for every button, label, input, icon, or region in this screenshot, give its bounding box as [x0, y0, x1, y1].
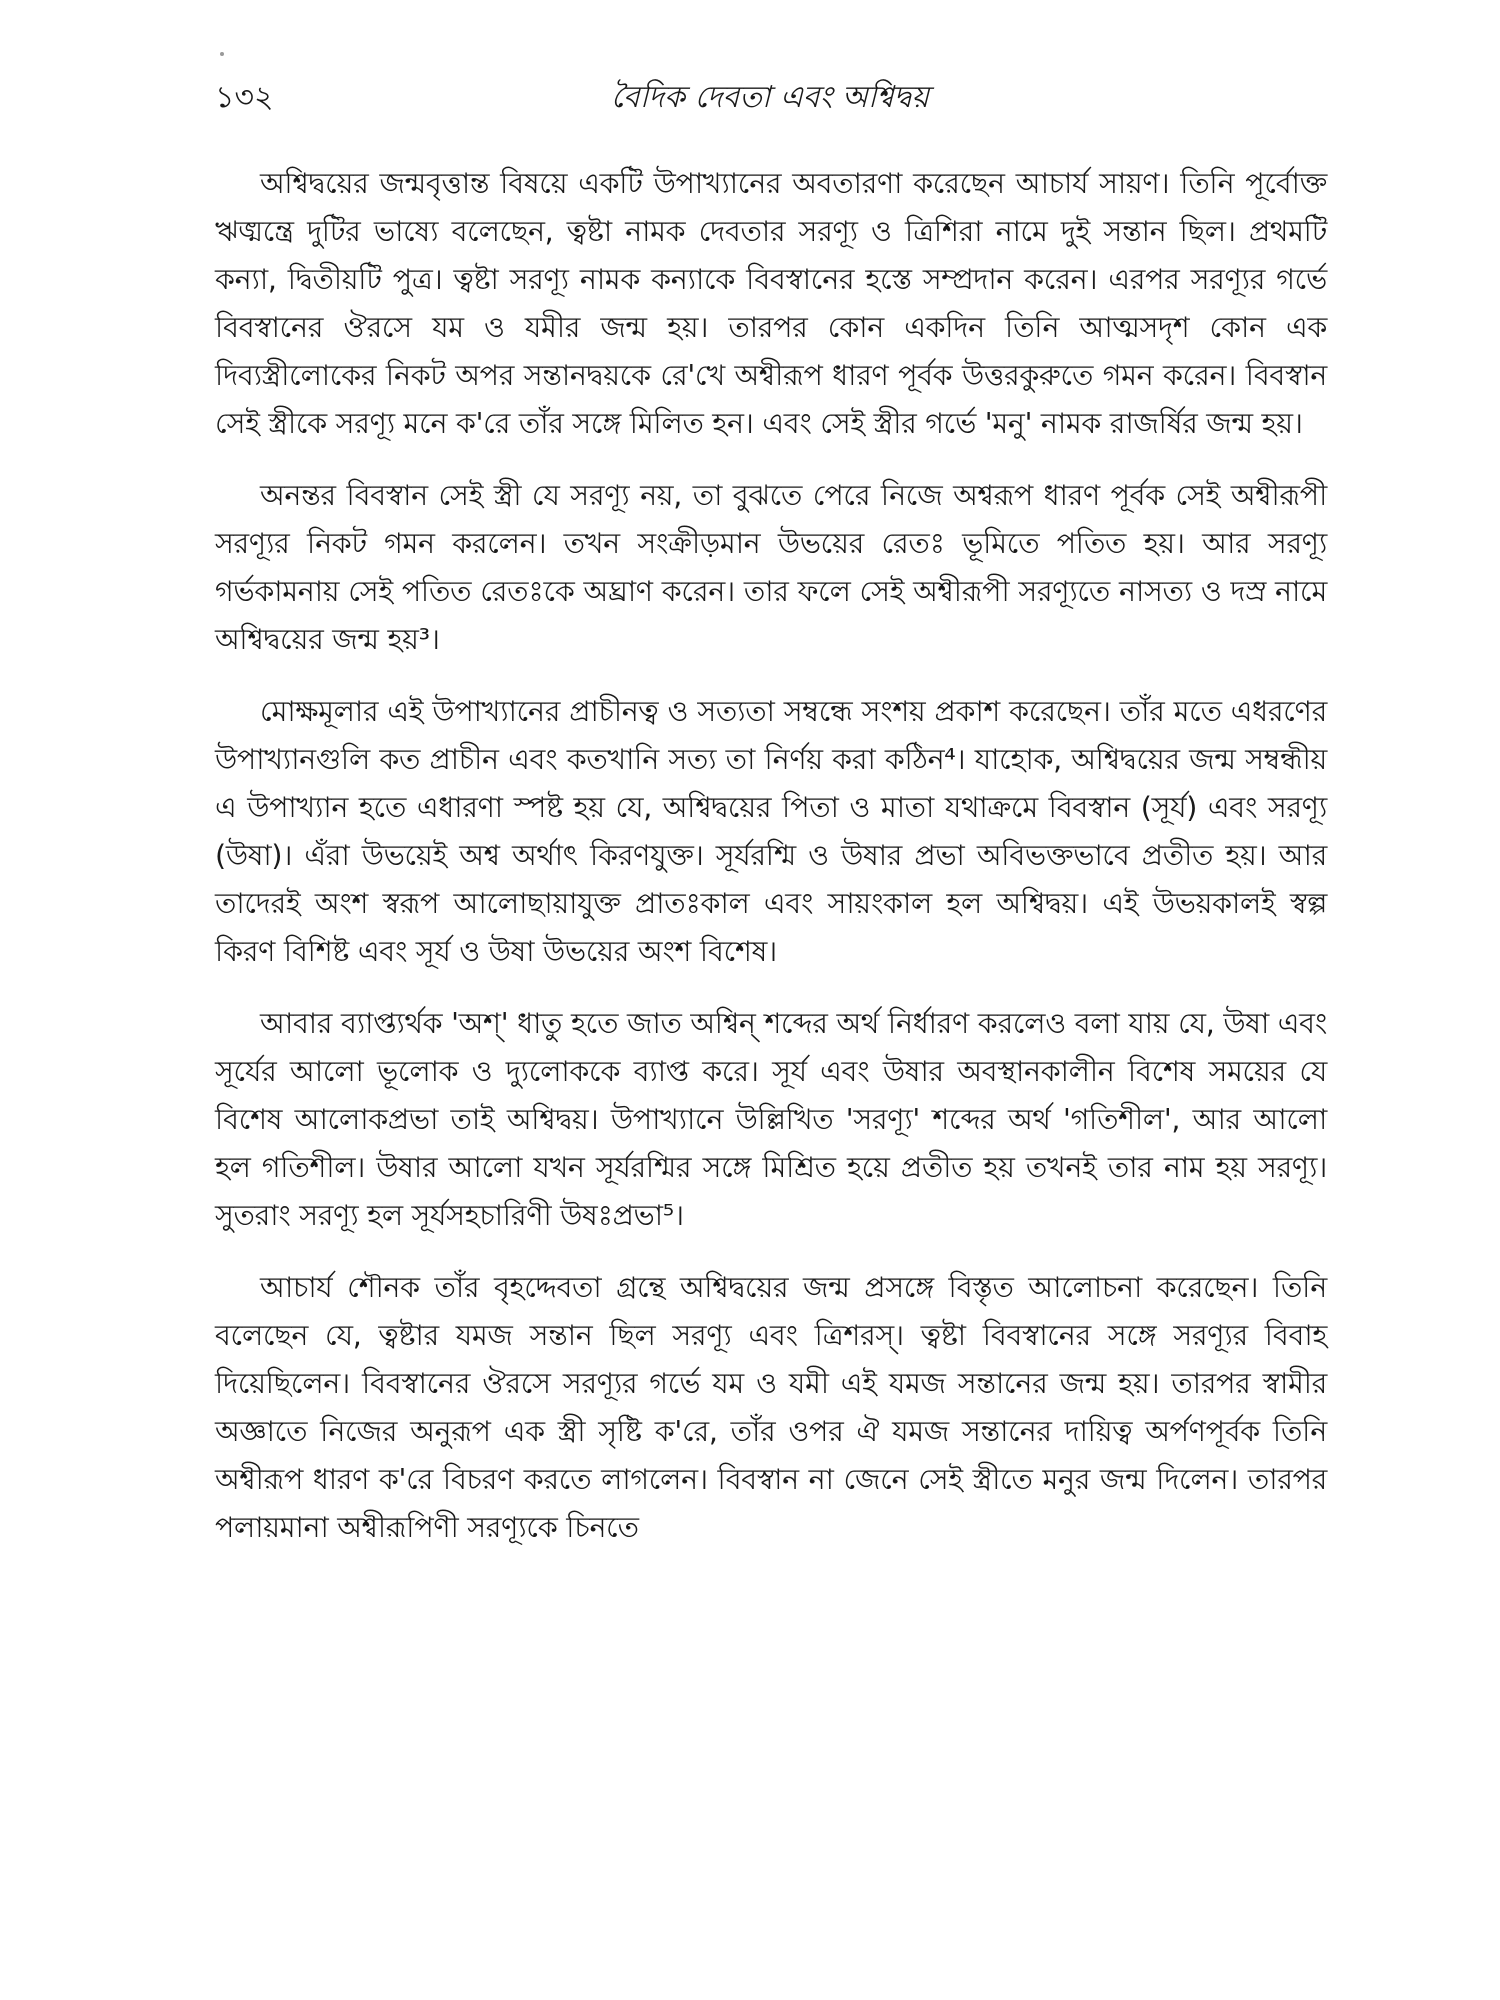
page-number: ১৩২: [215, 80, 274, 115]
scan-speck: [220, 52, 224, 56]
paragraph: আচার্য শৌনক তাঁর বৃহদ্দেবতা গ্রন্থে অশ্বিদ্বয়ের জন্ম প্রসঙ্গে বিস্তৃত আলোচনা করেছেন। তিনি বলেছেন যে, ত্বষ্টার যমজ সন্তান ছিল সরণ্যূ এবং ত্রিশরস্। ত্বষ্টা বিবস্বানের সঙ্গে সরণ্যূর বিবাহ দিয়েছিলেন। বিবস্বানের ঔরসে সরণ্যূর গর্ভে যম ও যমী এই যমজ সন্তানের জন্ম হয়। তারপর স্বামীর অজ্ঞাতে নিজের অনুরূপ এক স্ত্রী সৃষ্টি ক'রে, তাঁর ওপর ঐ যমজ সন্তানের দায়িত্ব অর্পণপূর্বক তিনি অশ্বীরূপ ধারণ ক'রে বিচরণ করতে লাগলেন। বিবস্বান না জেনে সেই স্ত্রীতে মনুর জন্ম দিলেন। তারপর পলায়মানা অশ্বীরূপিণী সরণ্যূকে চিনতে: [215, 1271, 1327, 1544]
paragraph: অশ্বিদ্বয়ের জন্মবৃত্তান্ত বিষয়ে একটি উপাখ্যানের অবতারণা করেছেন আচার্য সায়ণ। তিনি পূর্বোক্ত ঋঙ্মন্ত্রে দুটির ভাষ্যে বলেছেন, ত্বষ্টা নামক দেবতার সরণ্যূ ও ত্রিশিরা নামে দুই সন্তান ছিল। প্রথমটি কন্যা, দ্বিতীয়টি পুত্র। ত্বষ্টা সরণ্যূ নামক কন্যাকে বিবস্বানের হস্তে সম্প্রদান করেন। এরপর সরণ্যূর গর্ভে বিবস্বানের ঔরসে যম ও যমীর জন্ম হয়। তারপর কোন একদিন তিনি আত্মসদৃশ কোন এক দিব্যস্ত্রীলোকের নিকট অপর সন্তানদ্বয়কে রে'খে অশ্বীরূপ ধারণ পূর্বক উত্তরকুরুতে গমন করেন। বিবস্বান সেই স্ত্রীকে সরণ্যূ মনে ক'রে তাঁর সঙ্গে মিলিত হন। এবং সেই স্ত্রীর গর্ভে 'মনু' নামক রাজর্ষির জন্ম হয়।: [215, 167, 1327, 440]
body-text: [215, 160, 1327, 1576]
page-header: [215, 72, 1325, 122]
paragraph: মোক্ষমূলার এই উপাখ্যানের প্রাচীনত্ব ও সত্যতা সম্বন্ধে সংশয় প্রকাশ করেছেন। তাঁর মতে এধরণের উপাখ্যানগুলি কত প্রাচীন এবং কতখানি সত্য তা নির্ণয় করা কঠিন⁴। যাহোক, অশ্বিদ্বয়ের জন্ম সম্বন্ধীয় এ উপাখ্যান হতে এধারণা স্পষ্ট হয় যে, অশ্বিদ্বয়ের পিতা ও মাতা যথাক্রমে বিবস্বান (সূর্য) এবং সরণ্যূ (উষা)। এঁরা উভয়েই অশ্ব অর্থাৎ কিরণযুক্ত। সূর্যরশ্মি ও উষার প্রভা অবিভক্তভাবে প্রতীত হয়। আর তাদেরই অংশ স্বরূপ আলোছায়াযুক্ত প্রাতঃকাল এবং সায়ংকাল হল অশ্বিদ্বয়। এই উভয়কালই স্বল্প কিরণ বিশিষ্ট এবং সূর্য ও উষা উভয়ের অংশ বিশেষ।: [215, 695, 1327, 968]
running-title: বৈদিক দেবতা এবং অশ্বিদ্বয়: [610, 80, 930, 115]
paragraph: অনন্তর বিবস্বান সেই স্ত্রী যে সরণ্যূ নয়, তা বুঝতে পেরে নিজে অশ্বরূপ ধারণ পূর্বক সেই অশ্বীরূপী সরণ্যূর নিকট গমন করলেন। তখন সংক্রীড়মান উভয়ের রেতঃ ভূমিতে পতিত হয়। আর সরণ্যূ গর্ভকামনায় সেই পতিত রেতঃকে অঘ্রাণ করেন। তার ফলে সেই অশ্বীরূপী সরণ্যূতে নাসত্য ও দস্র নামে অশ্বিদ্বয়ের জন্ম হয়³।: [215, 479, 1327, 656]
paragraph: আবার ব্যাপ্ত্যর্থক 'অশ্' ধাতু হতে জাত অশ্বিন্ শব্দের অর্থ নির্ধারণ করলেও বলা যায় যে, উষা এবং সূর্যের আলো ভূলোক ও দ্যুলোককে ব্যাপ্ত করে। সূর্য এবং উষার অবস্থানকালীন বিশেষ সময়ের যে বিশেষ আলোকপ্রভা তাই অশ্বিদ্বয়। উপাখ্যানে উল্লিখিত 'সরণ্যূ' শব্দের অর্থ 'গতিশীল', আর আলো হল গতিশীল। উষার আলো যখন সূর্যরশ্মির সঙ্গে মিশ্রিত হয়ে প্রতীত হয় তখনই তার নাম হয় সরণ্যূ। সুতরাং সরণ্যূ হল সূর্যসহচারিণী উষঃপ্রভা⁵।: [215, 1007, 1327, 1232]
